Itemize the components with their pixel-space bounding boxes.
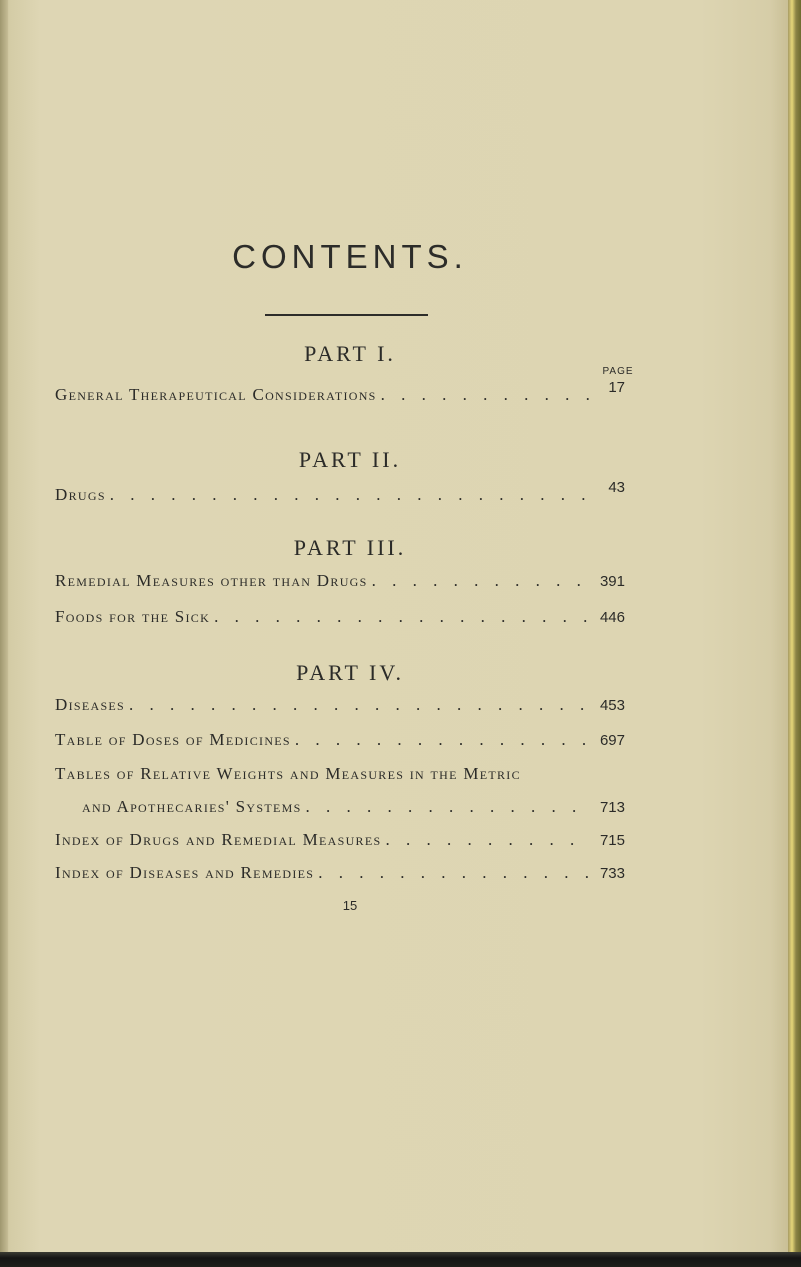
book-binding-edge <box>788 0 801 1267</box>
leader-dots <box>295 730 591 750</box>
toc-entry-label: and Apothecaries' Systems <box>82 797 302 816</box>
toc-entry-page: 43 <box>608 479 625 496</box>
leader-dots <box>129 695 591 715</box>
toc-entry[interactable] <box>55 607 625 627</box>
page-title: CONTENTS. <box>232 238 468 275</box>
leader-dots <box>318 863 591 883</box>
toc-entry-label: Diseases <box>55 695 126 714</box>
toc-entry[interactable] <box>82 797 625 817</box>
toc-entry-page: 733 <box>599 865 625 882</box>
toc-entry-label: General Therapeutical Considerations <box>55 385 377 404</box>
toc-entry[interactable] <box>55 571 625 591</box>
toc-entry[interactable] <box>55 479 625 505</box>
toc-entry-page: 697 <box>599 732 625 749</box>
toc-entry[interactable] <box>55 863 625 883</box>
toc-entry-label: Table of Doses of Medicines <box>55 730 291 749</box>
toc-entry-label: Foods for the Sick <box>55 607 211 626</box>
toc-entry-page: 391 <box>599 573 625 590</box>
toc-entry-page: 453 <box>599 697 625 714</box>
part-heading-1: PART I. <box>304 341 396 366</box>
toc-entry-label: Index of Diseases and Remedies <box>55 863 315 882</box>
toc-entry[interactable] <box>55 695 625 715</box>
toc-entry[interactable] <box>55 764 675 784</box>
title-rule <box>265 314 428 316</box>
page-column-label: PAGE <box>602 366 634 377</box>
page-left-edge <box>0 0 8 1252</box>
part-heading-4: PART IV. <box>296 660 404 685</box>
toc-entry-page: 446 <box>599 609 625 626</box>
toc-entry-label: Drugs <box>55 485 106 504</box>
toc-entry[interactable] <box>55 730 625 750</box>
leader-dots <box>214 607 591 627</box>
leader-dots <box>385 830 591 850</box>
page-number: 15 <box>342 898 358 913</box>
part-heading-3: PART III. <box>293 535 407 560</box>
toc-entry-page: 17 <box>608 379 625 396</box>
leader-dots <box>381 385 591 405</box>
leader-dots <box>306 797 591 817</box>
leader-dots <box>110 485 591 505</box>
page-bottom-shadow <box>0 1252 801 1267</box>
toc-entry-label: Index of Drugs and Remedial Measures <box>55 830 382 849</box>
toc-entry-page: 715 <box>599 832 625 849</box>
toc-entry-label: Remedial Measures other than Drugs <box>55 571 368 590</box>
part-heading-2: PART II. <box>298 447 402 472</box>
toc-entry[interactable] <box>55 379 625 405</box>
toc-entry-label: Tables of Relative Weights and Measures in the Metric <box>55 764 521 783</box>
toc-entry-page: 713 <box>599 799 625 816</box>
leader-dots <box>372 571 591 591</box>
toc-entry[interactable] <box>55 830 625 850</box>
